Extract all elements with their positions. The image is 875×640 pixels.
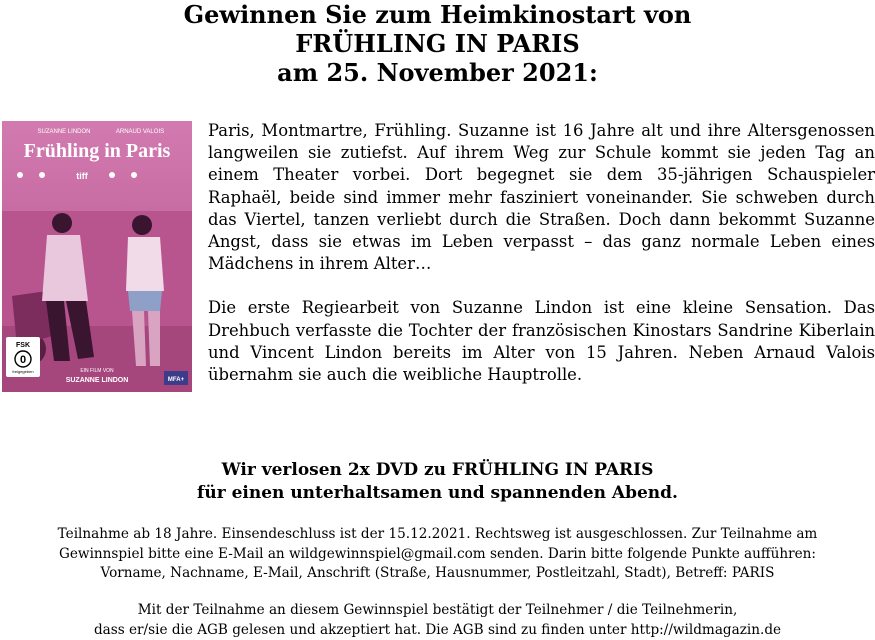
synopsis-paragraph-1: Paris, Montmartre, Frühling. Suzanne ist 16 Jahre alt und ihre Altersgenossen langweilen sie zutiefst. Auf ihrem Weg zur Schule kommt sie jeden Tag an einem Theater vorbei. Dort begegnet sie dem 35-jährigen Schauspieler Raphaël, beide sind immer mehr fasziniert voneinander. Sie schweben durch das Viertel, tanzen verliebt durch die Straßen. Doch dann bekommt Suzanne Angst, dass sie etwas im Leben verpasst – das ganz normale Leben eines Mädchens in ihrem Alter… [208, 120, 875, 275]
synopsis [208, 120, 875, 386]
cover-woman-head [132, 215, 152, 235]
cover-laurel [39, 172, 45, 178]
cover-laurel [131, 172, 137, 178]
cover-actor-1: SUZANNE LINDON [37, 129, 90, 135]
cover-director-prefix: EIN FILM VON [80, 368, 114, 374]
dvd-cover-image [2, 121, 192, 392]
synopsis-paragraph-2: Die erste Regiearbeit von Suzanne Lindon ist eine kleine Sensation. Das Drehbuch verfasste die Tochter der französischen Kinostars Sandrine Kiberlain und Vincent Lindon bereits im Alter von 15 Jahren. Neben Arnaud Valois übernahm sie auch die weibliche Hauptrolle. [208, 297, 875, 386]
cover-man-head [52, 213, 72, 233]
distributor-label: MFA+ [168, 377, 185, 383]
participation-terms [0, 525, 875, 584]
legal-line-1: Mit der Teilnahme an diesem Gewinnspiel bestätigt der Teilnehmer / die Teilnehmerin, [0, 601, 875, 621]
terms-line-3: Vorname, Nachname, E-Mail, Anschrift (Straße, Hausnummer, Postleitzahl, Stadt), Betreff: PARIS [0, 564, 875, 584]
cover-woman-shorts [128, 291, 162, 311]
headline-line-2: FRÜHLING IN PARIS [0, 29, 875, 58]
cover-man-shirt [42, 235, 88, 301]
fsk-sub: freigegeben [12, 369, 33, 374]
terms-line-2: Gewinnspiel bitte eine E-Mail an wildgewinnspiel@gmail.com senden. Darin bitte folgende Punkte aufführen: [0, 545, 875, 565]
headline [0, 0, 875, 87]
cover-actor-2: ARNAUD VALOIS [116, 129, 164, 135]
legal-line-2: dass er/sie die AGB gelesen und akzeptiert hat. Die AGB sind zu finden unter http://wildmagazin.de [0, 621, 875, 640]
dvd-cover-art [2, 121, 192, 392]
cover-director: SUZANNE LINDON [66, 377, 129, 384]
raffle-line-1: Wir verlosen 2x DVD zu FRÜHLING IN PARIS [0, 459, 875, 482]
cover-woman-leg-right [148, 311, 160, 366]
cover-laurel [109, 172, 115, 178]
raffle-announcement [0, 459, 875, 505]
fsk-label: FSK [16, 342, 30, 349]
headline-line-3: am 25. November 2021: [0, 58, 875, 87]
raffle-line-2: für einen unterhaltsamen und spannenden Abend. [0, 482, 875, 505]
cover-title: Frühling in Paris [24, 140, 171, 162]
fsk-value: 0 [20, 354, 26, 366]
legal-notice [0, 601, 875, 640]
terms-line-1: Teilnahme ab 18 Jahre. Einsendeschluss ist der 15.12.2021. Rechtsweg ist ausgeschlossen. Zur Teilnahme am [0, 525, 875, 545]
cover-laurel [17, 172, 23, 178]
cover-festival-logo: tiff [76, 171, 88, 181]
headline-line-1: Gewinnen Sie zum Heimkinostart von [0, 0, 875, 29]
cover-woman-shirt [126, 237, 164, 291]
